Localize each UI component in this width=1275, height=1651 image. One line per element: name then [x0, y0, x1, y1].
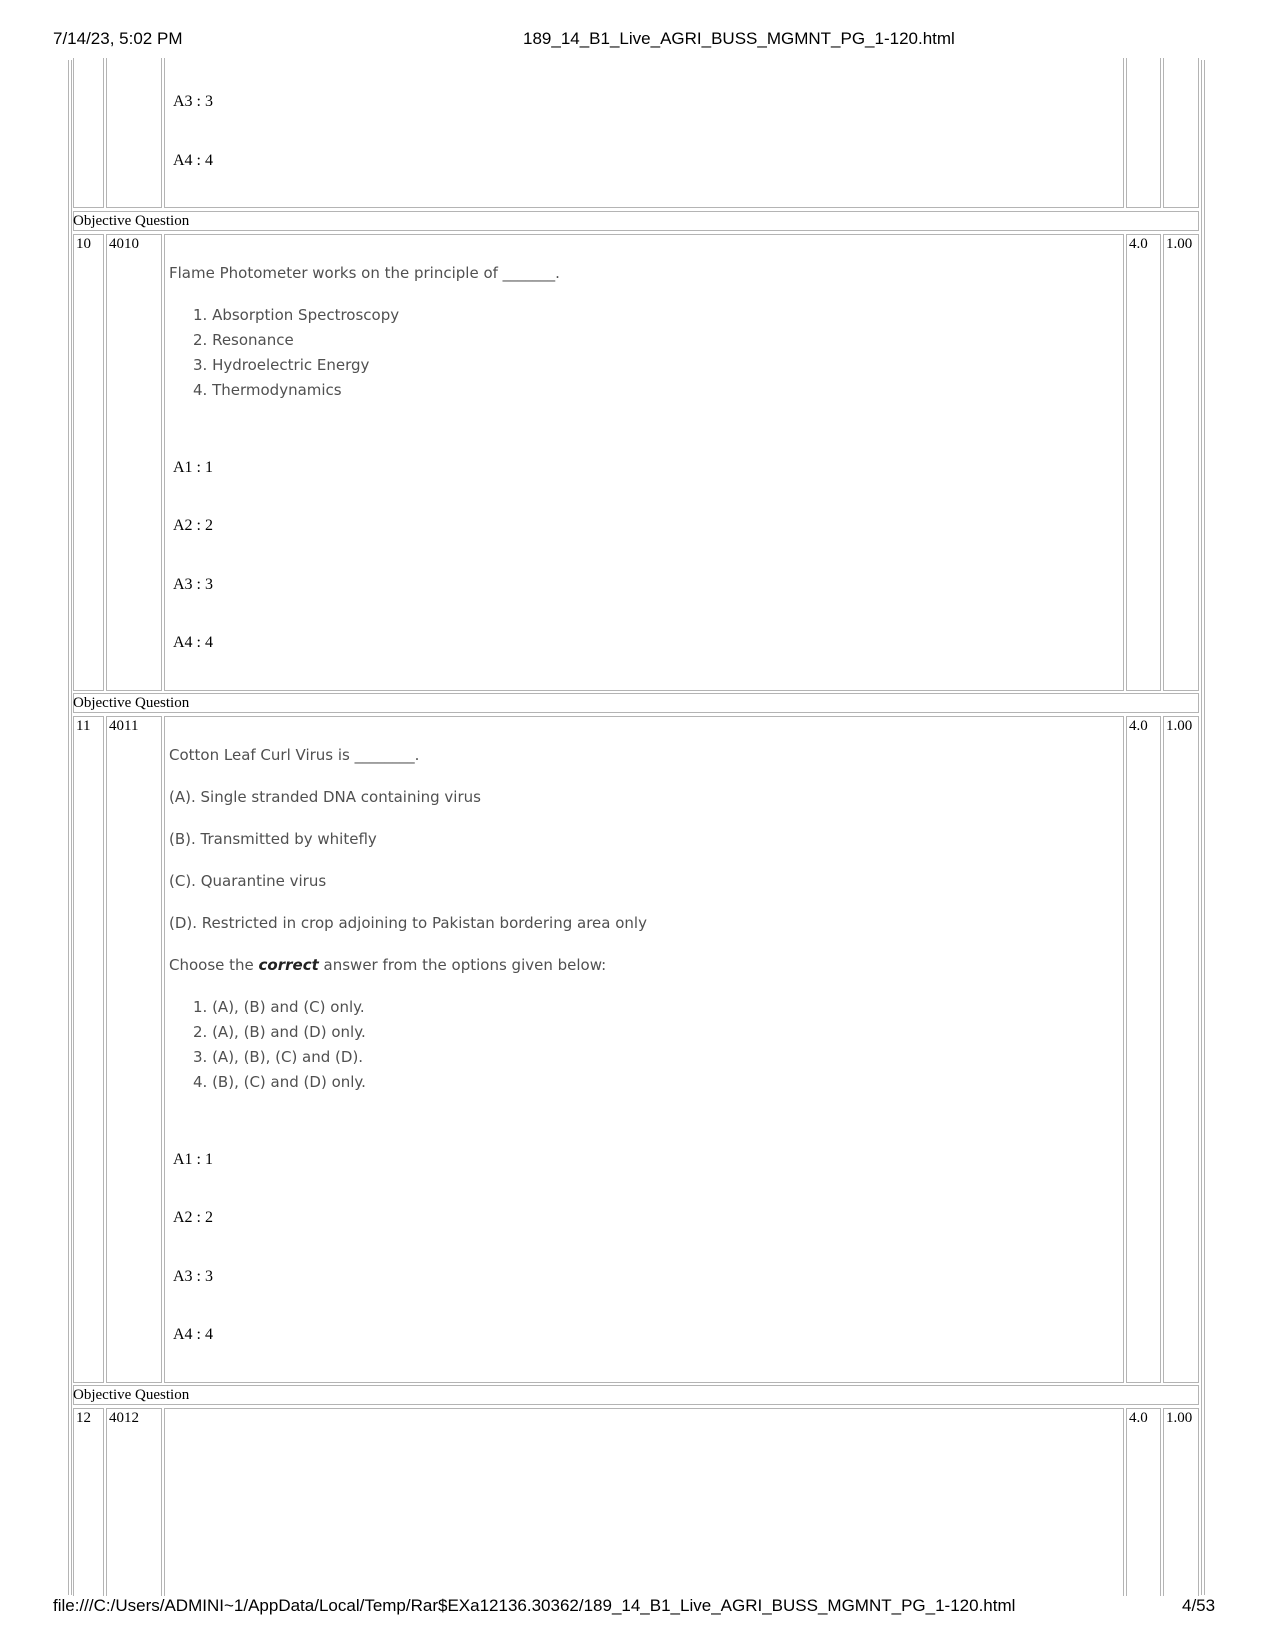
q11-statement-a: (A). Single stranded DNA containing virus: [169, 788, 481, 806]
print-page-number: 4/53: [1182, 1596, 1216, 1615]
section-label: Objective Question: [73, 1387, 190, 1403]
q10-question-id: 4010: [109, 236, 139, 252]
print-file-path: file:///C:/Users/ADMINI~1/AppData/Local/Temp/Rar$EXa12136.30362/189_14_B1_Live_AGRI_BUSS_MGMNT_PG_1-120.html: [53, 1596, 1016, 1615]
q11-qid-cell: [106, 716, 162, 1383]
q10-marks: 4.0: [1129, 236, 1148, 252]
section-label: Objective Question: [73, 213, 190, 229]
q11-answer-3: A3 : 3: [173, 1268, 213, 1285]
q11-negative-cell: [1163, 716, 1199, 1383]
partial-qid-cell: [106, 58, 162, 208]
q11-option-2: 2. (A), (B) and (D) only.: [193, 1023, 366, 1041]
table-left-border: [68, 60, 69, 1595]
q11-question-id: 4011: [109, 718, 139, 734]
table-right-border: [1204, 60, 1205, 1595]
q11-marks-cell: [1126, 716, 1161, 1383]
partial-negative-cell: [1163, 58, 1199, 208]
q10-answer-1: A1 : 1: [173, 459, 213, 476]
q12-serial-number: 12: [76, 1410, 91, 1426]
partial-content-cell: [164, 58, 1124, 208]
q11-option-1: 1. (A), (B) and (C) only.: [193, 998, 365, 1016]
q12-negative-marks: 1.00: [1166, 1410, 1193, 1426]
q11-question-text: Cotton Leaf Curl Virus is ________.: [169, 746, 420, 764]
q12-marks-cell: [1126, 1408, 1161, 1596]
q10-negative-marks: 1.00: [1166, 236, 1193, 252]
section-label-row: [73, 1385, 1199, 1405]
q11-sno-cell: [73, 716, 104, 1383]
q11-statement-c: (C). Quarantine virus: [169, 872, 327, 890]
q11-negative-marks: 1.00: [1166, 718, 1193, 734]
partial-answer-3: A3 : 3: [173, 93, 213, 110]
q10-answer-4: A4 : 4: [173, 634, 213, 651]
q12-qid-cell: [106, 1408, 162, 1596]
q11-answer-4: A4 : 4: [173, 1326, 213, 1343]
q11-answer-2: A2 : 2: [173, 1209, 213, 1226]
q11-instruction-emphasis: correct: [258, 956, 319, 974]
q11-marks: 4.0: [1129, 718, 1148, 734]
print-datetime: 7/14/23, 5:02 PM: [53, 29, 183, 48]
q11-instruction-pre: Choose the: [169, 956, 259, 974]
q10-answer-3: A3 : 3: [173, 576, 213, 593]
q10-qid-cell: [106, 234, 162, 691]
q11-statement-d: (D). Restricted in crop adjoining to Pakistan bordering area only: [169, 914, 647, 932]
partial-marks-cell: [1126, 58, 1161, 208]
q10-answer-2: A2 : 2: [173, 517, 213, 534]
q10-option-4: 4. Thermodynamics: [193, 381, 342, 399]
q12-content-cell: [164, 1408, 1124, 1596]
q11-option-3: 3. (A), (B), (C) and (D).: [193, 1048, 364, 1066]
q10-sno-cell: [73, 234, 104, 691]
q11-instruction: [169, 956, 606, 974]
print-filename: 189_14_B1_Live_AGRI_BUSS_MGMNT_PG_1-120.html: [523, 29, 955, 48]
q11-serial-number: 11: [76, 718, 91, 734]
partial-sno-cell: [73, 58, 104, 208]
q10-negative-cell: [1163, 234, 1199, 691]
q12-sno-cell: [73, 1408, 104, 1596]
table-right-border-inner: [1201, 60, 1202, 1595]
table-left-border-inner: [71, 60, 72, 1595]
q10-option-1: 1. Absorption Spectroscopy: [193, 306, 400, 324]
partial-answer-4: A4 : 4: [173, 152, 213, 169]
q11-option-4: 4. (B), (C) and (D) only.: [193, 1073, 366, 1091]
q12-marks: 4.0: [1129, 1410, 1148, 1426]
q10-serial-number: 10: [76, 236, 91, 252]
q11-answer-1: A1 : 1: [173, 1151, 213, 1168]
section-label-row: [73, 211, 1199, 231]
q10-content-cell: [164, 234, 1124, 691]
q10-option-3: 3. Hydroelectric Energy: [193, 356, 370, 374]
q11-instruction-post: answer from the options given below:: [318, 956, 607, 974]
q11-statement-b: (B). Transmitted by whitefly: [169, 830, 377, 848]
q12-negative-cell: [1163, 1408, 1199, 1596]
q10-question-text: Flame Photometer works on the principle of _______.: [169, 264, 560, 282]
section-label: Objective Question: [73, 695, 190, 711]
q12-question-id: 4012: [109, 1410, 139, 1426]
section-label-row: [73, 693, 1199, 713]
q10-option-2: 2. Resonance: [193, 331, 294, 349]
q10-marks-cell: [1126, 234, 1161, 691]
